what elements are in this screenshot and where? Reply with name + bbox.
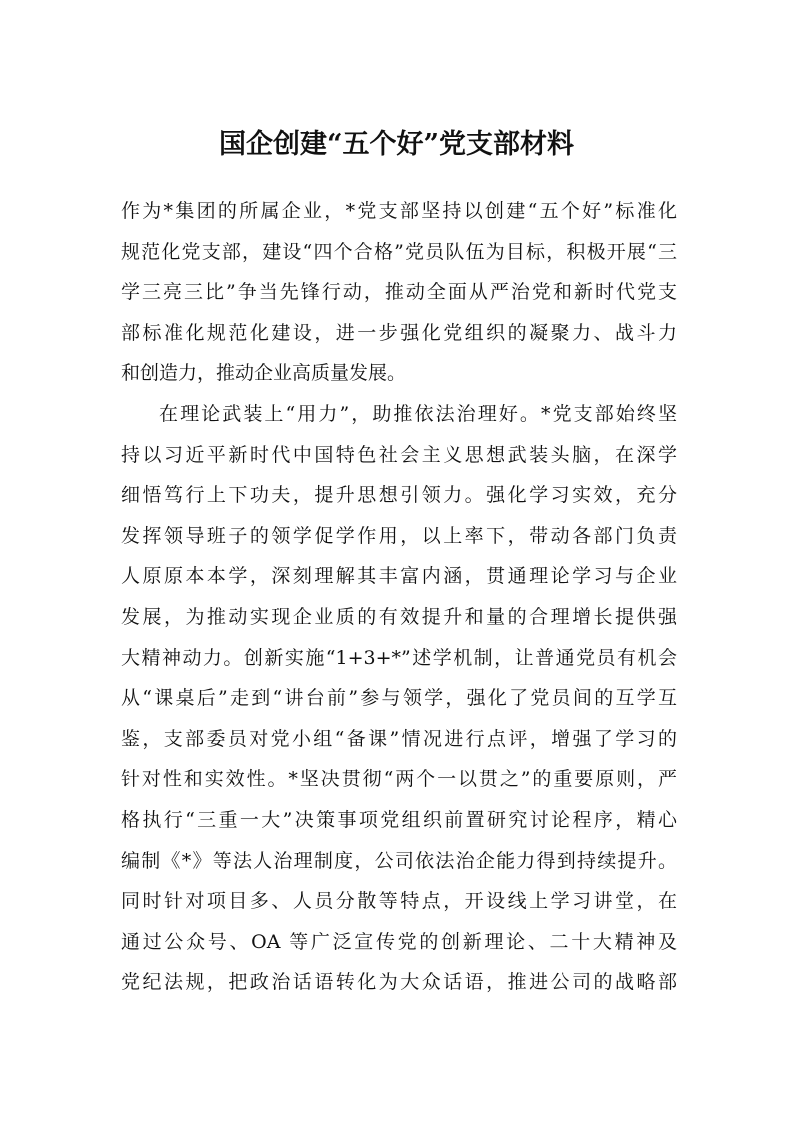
- text-line: 同时针对项目多、人员分散等特点，开设线上学习讲堂，在: [121, 890, 677, 913]
- text-line: 作为*集团的所属企业，*党支部坚持以创建“五个好”标准化: [121, 200, 677, 222]
- text-line: 发挥领导班子的领学促学作用，以上率下，带动各部门负责: [121, 524, 677, 547]
- text-line: 鉴，支部委员对党小组“备课”情况进行点评，增强了学习的: [121, 727, 677, 750]
- document-body: [121, 191, 677, 1003]
- text-line: 持以习近平新时代中国特色社会主义思想武装头脑，在深学: [121, 443, 677, 466]
- text-line: 人原原本本学，深刻理解其丰富内涵，贯通理论学习与企业: [121, 565, 677, 588]
- paragraph-intro: [121, 191, 677, 394]
- text-line: 发展，为推动实现企业质的有效提升和量的合理增长提供强: [121, 605, 677, 628]
- text-line: 党纪法规，把政治话语转化为大众话语，推进公司的战略部: [121, 971, 677, 994]
- text-line: 通过公众号、OA 等广泛宣传党的创新理论、二十大精神及: [121, 930, 677, 953]
- text-line: 大精神动力。创新实施“1+3+*”述学机制，让普通党员有机会: [121, 646, 677, 669]
- text-line: 部标准化规范化建设，进一步强化党组织的凝聚力、战斗力: [121, 321, 677, 344]
- text-line: 规范化党支部，建设“四个合格”党员队伍为目标，积极开展“三: [121, 240, 677, 263]
- text-line: 格执行“三重一大”决策事项党组织前置研究讨论程序，精心: [121, 808, 677, 831]
- text-line: 细悟笃行上下功夫，提升思想引领力。强化学习实效，充分: [121, 484, 677, 507]
- text-line: 和创造力，推动企业高质量发展。: [121, 362, 407, 385]
- text-line: 从“课桌后”走到“讲台前”参与领学，强化了党员间的互学互: [121, 687, 677, 710]
- text-line: 在理论武装上“用力”，助推依法治理好。*党支部始终坚: [159, 402, 677, 425]
- text-line: 学三亮三比”争当先锋行动，推动全面从严治党和新时代党支: [121, 281, 677, 304]
- text-line: 编制《*》等法人治理制度，公司依法治企能力得到持续提升。: [121, 849, 677, 872]
- paragraph-theory: [121, 394, 677, 1003]
- document-title: 国企创建“五个好”党支部材料: [218, 129, 575, 160]
- text-line: 针对性和实效性。*坚决贯彻“两个一以贯之”的重要原则，严: [121, 768, 677, 791]
